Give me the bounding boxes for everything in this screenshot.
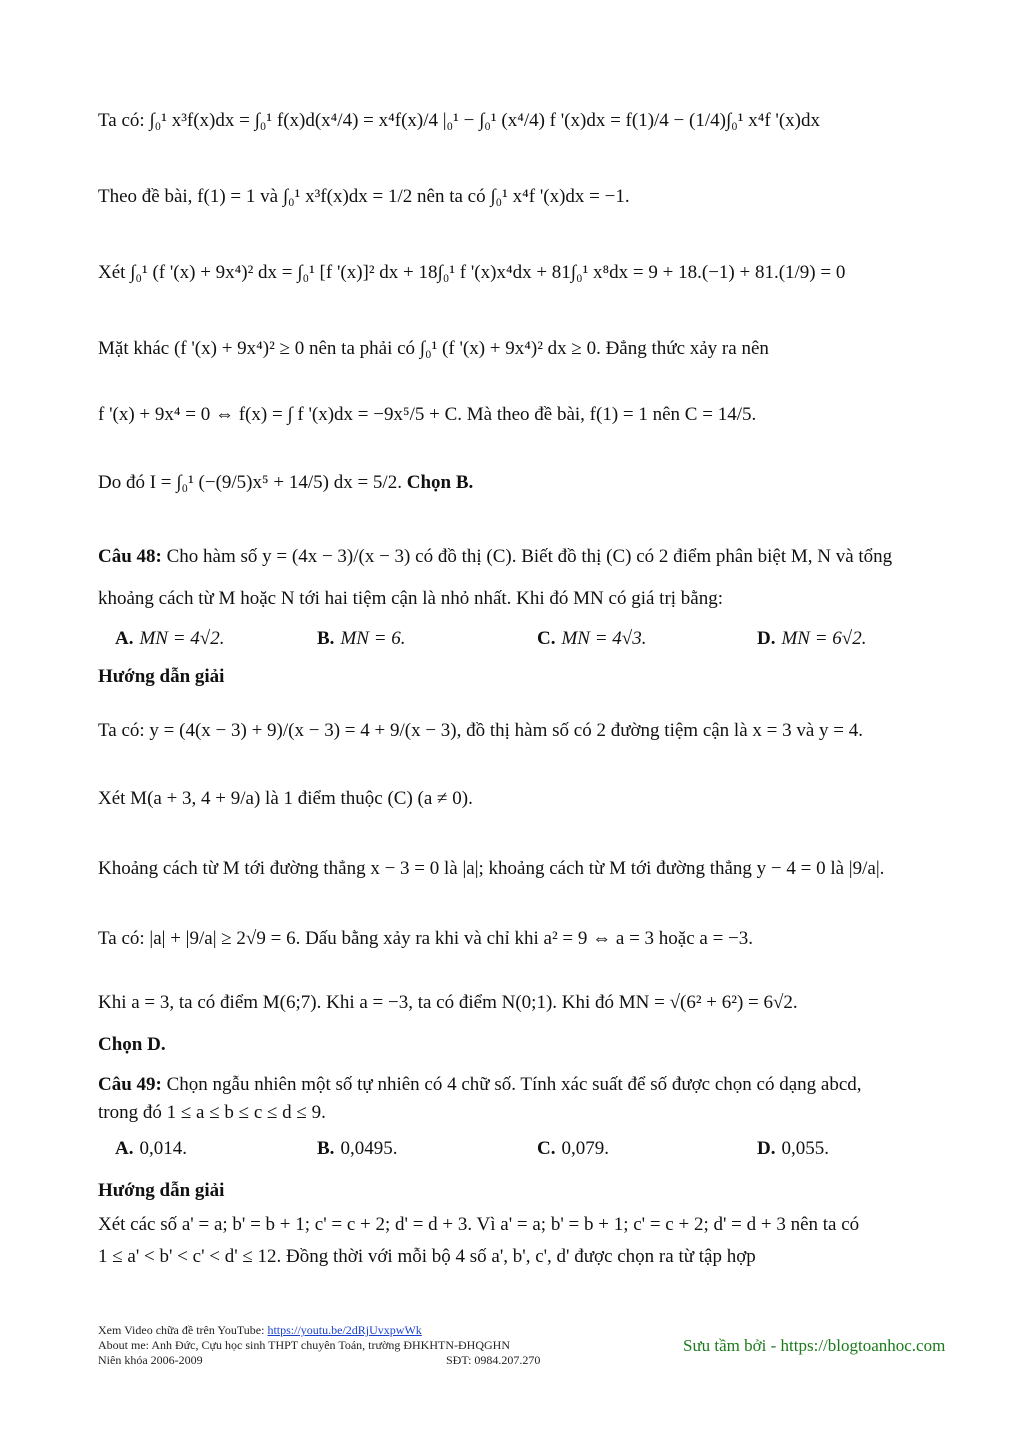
footer-about: About me: Anh Đức, Cựu học sinh THPT chuyên Toán, trường ĐHKHTN-ĐHQGHN xyxy=(98,1338,510,1352)
solution-line-given: Theo đề bài, f(1) = 1 và ∫₀¹ x³f(x)dx = 1/2 nên ta có ∫₀¹ x⁴f '(x)dx = −1. xyxy=(98,186,630,207)
solution-line-consider-integral: Xét ∫₀¹ (f '(x) + 9x⁴)² dx = ∫₀¹ [f '(x)]² dx + 18∫₀¹ f '(x)x⁴dx + 81∫₀¹ x⁸dx = 9 + 18.(−1) + 81.(1/9) = 0 xyxy=(98,262,846,283)
question-49-text-cont: trong đó 1 ≤ a ≤ b ≤ c ≤ d ≤ 9. xyxy=(98,1102,326,1123)
footer-phone: SĐT: 0984.207.270 xyxy=(446,1353,541,1367)
footer-source: Sưu tầm bởi - https://blogtoanhoc.com xyxy=(683,1336,946,1355)
solution-49-line-1: Xét các số a' = a; b' = b + 1; c' = c + 2; d' = d + 3. Vì a' = a; b' = b + 1; c' = c + 2; d' = d + 3 nên ta có xyxy=(98,1214,860,1235)
solution-49-line-2: 1 ≤ a' < b' < c' < d' ≤ 12. Đồng thời với mỗi bộ 4 số a', b', c', d' được chọn ra từ tập hợp xyxy=(98,1246,756,1267)
solution-line-integration-by-parts: Ta có: ∫₀¹ x³f(x)dx = ∫₀¹ f(x)d(x⁴/4) = x⁴f(x)/4 |₀¹ − ∫₀¹ (x⁴/4) f '(x)dx = f(1)/4 − (1/4)∫₀¹ x⁴f '(x)dx xyxy=(98,110,821,131)
solution-heading-49: Hướng dẫn giải xyxy=(98,1180,225,1201)
footer-nien-khoa: Niên khóa 2006-2009 xyxy=(98,1353,203,1367)
option-c: C. MN = 4√3. xyxy=(537,628,647,649)
option-d: D. MN = 6√2. xyxy=(757,628,867,649)
question-49-text: Chọn ngẫu nhiên một số tự nhiên có 4 chữ số. Tính xác suất để số được chọn có dạng abcd, xyxy=(166,1074,862,1095)
youtube-link[interactable]: https://youtu.be/2dRjUvxpwWk xyxy=(267,1323,422,1337)
choose-answer-48: Chọn D. xyxy=(98,1034,166,1055)
option-b: B. MN = 6. xyxy=(317,628,406,649)
option-b: B. 0,0495. xyxy=(317,1138,398,1159)
option-d: D. 0,055. xyxy=(757,1138,829,1159)
solution-48-line-1: Ta có: y = (4(x − 3) + 9)/(x − 3) = 4 + 9/(x − 3), đồ thị hàm số có 2 đường tiệm cận là x = 3 và y = 4. xyxy=(98,720,864,741)
option-c: C. 0,079. xyxy=(537,1138,609,1159)
question-48-text-cont: khoảng cách từ M hoặc N tới hai tiệm cận là nhỏ nhất. Khi đó MN có giá trị bằng: xyxy=(98,588,724,609)
solution-line-nonnegative: Mặt khác (f '(x) + 9x⁴)² ≥ 0 nên ta phải có ∫₀¹ (f '(x) + 9x⁴)² dx ≥ 0. Đẳng thức xảy ra nên xyxy=(98,338,769,359)
question-48-label: Câu 48: xyxy=(98,546,162,567)
option-a: A. 0,014. xyxy=(115,1138,187,1159)
solution-48-line-2: Xét M(a + 3, 4 + 9/a) là 1 điểm thuộc (C) (a ≠ 0). xyxy=(98,788,473,809)
question-48-text: Cho hàm số y = (4x − 3)/(x − 3) có đồ thị (C). Biết đồ thị (C) có 2 điểm phân biệt M, N và tổng xyxy=(166,546,893,567)
question-48 xyxy=(98,544,984,570)
solution-48-line-3: Khoảng cách từ M tới đường thẳng x − 3 = 0 là |a|; khoảng cách từ M tới đường thẳng y − 4 = 0 là |9/a|. xyxy=(98,858,885,879)
choose-answer: Chọn B. xyxy=(406,472,474,493)
solution-line-answer xyxy=(98,470,984,496)
solution-heading-48: Hướng dẫn giải xyxy=(98,666,225,687)
solution-line-find-f: f '(x) + 9x⁴ = 0 ⇔ f(x) = ∫ f '(x)dx = −9x⁵/5 + C. Mà theo đề bài, f(1) = 1 nên C = 14/5. xyxy=(98,404,757,425)
solution-48-line-5: Khi a = 3, ta có điểm M(6;7). Khi a = −3, ta có điểm N(0;1). Khi đó MN = √(6² + 6²) = 6√2. xyxy=(98,992,798,1013)
solution-48-line-4: Ta có: |a| + |9/a| ≥ 2√9 = 6. Dấu bằng xảy ra khi và chỉ khi a² = 9 ⇔ a = 3 hoặc a = −3. xyxy=(98,928,754,949)
footer-video-line: Xem Video chữa đề trên YouTube: https://youtu.be/2dRjUvxpwWk xyxy=(98,1323,422,1337)
question-49-label: Câu 49: xyxy=(98,1074,162,1095)
footer-info xyxy=(98,1323,541,1368)
option-a: A. MN = 4√2. xyxy=(115,628,225,649)
answer-expression: Do đó I = ∫₀¹ (−(9/5)x⁵ + 14/5) dx = 5/2. xyxy=(98,472,402,493)
question-49 xyxy=(98,1072,984,1098)
